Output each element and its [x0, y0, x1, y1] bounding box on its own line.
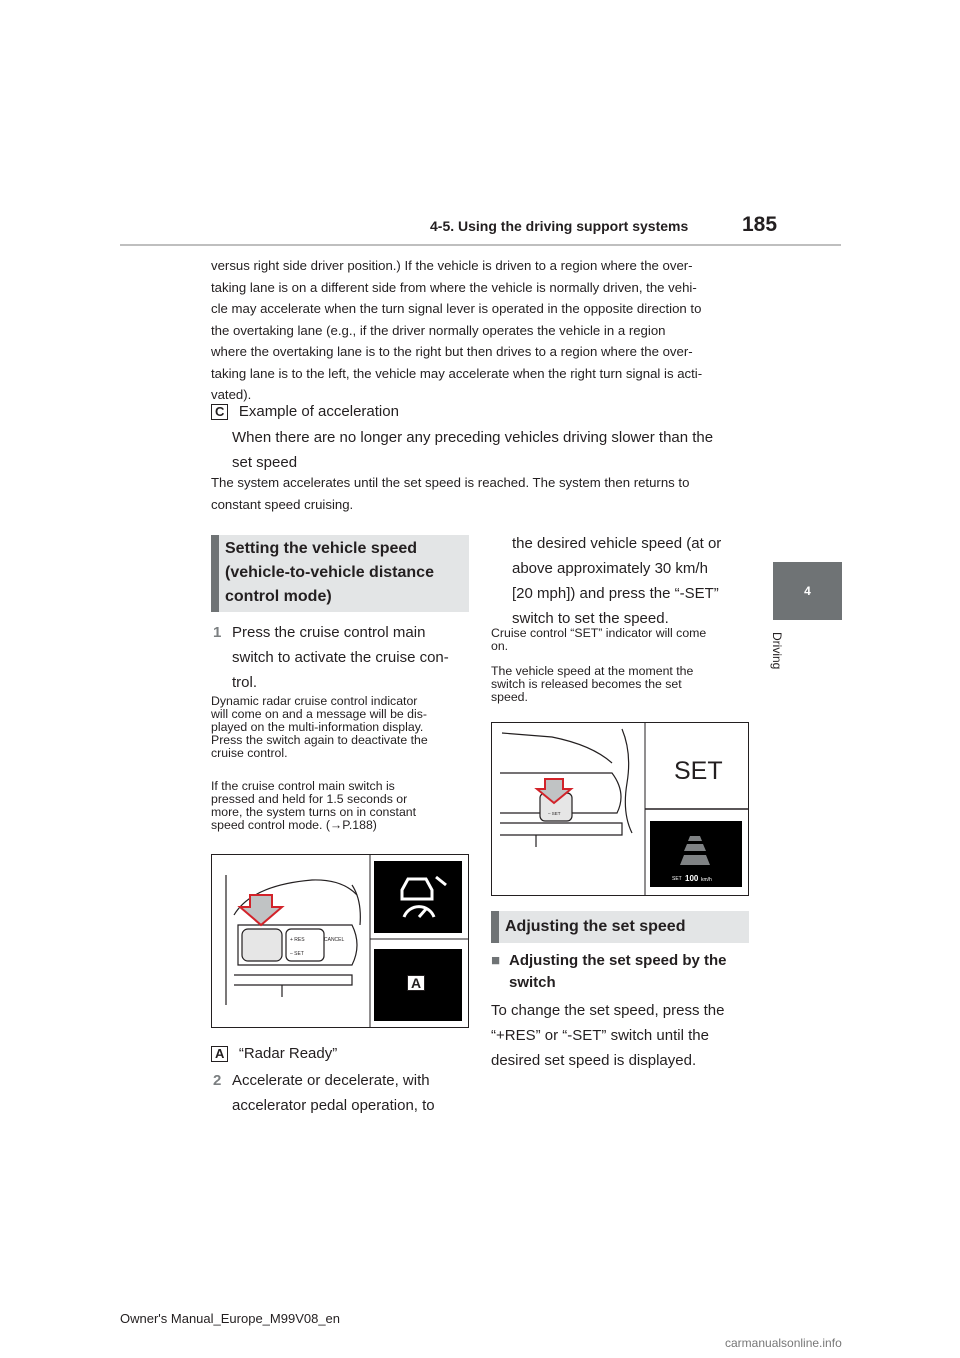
page-number: 185: [742, 213, 778, 236]
fig2-display-unit: km/h: [701, 877, 712, 883]
intro-line: taking lane is to the left, the vehicle may accelerate when the right turn signal is acti-: [211, 365, 703, 381]
step-2-continued: [512, 531, 757, 631]
fig2-display-set: SET: [672, 876, 682, 882]
note-line: speed control mode. (→P.188): [211, 818, 377, 832]
footer-text: Owner's Manual_Europe_M99V08_en: [120, 1311, 341, 1326]
right-note-2: [491, 665, 751, 704]
step-number: 2: [213, 1072, 222, 1089]
intro-line: the overtaking lane (e.g., if the driver normally operates the vehicle in a region: [211, 322, 666, 338]
example-c-note: [211, 472, 751, 515]
intro-line: taking lane is on a different side from where the vehicle is normally driven, the vehi-: [211, 279, 697, 295]
intro-paragraph: [211, 255, 751, 406]
note-line: The vehicle speed at the moment the: [491, 664, 694, 678]
fig1-res-label: + RES: [290, 937, 305, 943]
note-line: speed.: [491, 690, 528, 704]
intro-line: vated).: [211, 387, 252, 402]
chapter-tab-label: Driving: [770, 632, 784, 670]
step-number: 1: [213, 624, 222, 641]
header-rule: [120, 244, 841, 246]
step-line: accelerator pedal operation, to: [232, 1097, 435, 1114]
section-heading-setting: [211, 535, 469, 612]
step-2: [211, 1068, 469, 1118]
step-line: switch to set the speed.: [512, 610, 669, 627]
steering-set-illustration: [492, 723, 748, 895]
fig2-set-switch-label: – SET: [548, 811, 561, 816]
step-line: [20 mph]) and press the “-SET”: [512, 585, 719, 602]
caption-text: “Radar Ready”: [238, 1045, 338, 1062]
step-line: switch to activate the cruise con-: [232, 649, 449, 666]
example-c-note-line: constant speed cruising.: [211, 496, 354, 512]
caption-badge: A: [211, 1046, 228, 1062]
example-c-condition: [232, 425, 752, 475]
sub-heading-line: switch: [509, 974, 556, 991]
example-c-title-row: [211, 399, 399, 424]
step-line: Accelerate or decelerate, with: [232, 1072, 430, 1089]
note-line: switch is released becomes the set: [491, 677, 682, 691]
intro-line: where the overtaking lane is to the right but then drives to a region where the over-: [211, 344, 693, 359]
body-line: To change the set speed, press the: [491, 1002, 725, 1019]
step-line: the desired vehicle speed (at or: [512, 535, 722, 552]
chapter-tab: 4: [773, 562, 842, 620]
note-line: Press the switch again to deactivate the: [211, 733, 428, 747]
watermark: carmanualsonline.info: [725, 1336, 842, 1350]
sub-heading-line: Adjusting the set speed by the: [509, 952, 727, 969]
step-line: Press the cruise control main: [232, 624, 426, 641]
caption-row: [211, 1041, 337, 1066]
intro-line: versus right side driver position.) If the vehicle is driven to a region where the over-: [211, 258, 693, 273]
example-c-line: When there are no longer any preceding vehicles driving slower than the: [232, 429, 714, 446]
note-line: pressed and held for 1.5 seconds or: [211, 792, 408, 806]
note-line: played on the multi-information display.: [211, 720, 424, 734]
note-line: will come on and a message will be dis-: [211, 707, 427, 721]
example-c-badge: C: [211, 404, 228, 420]
fig2-set-text: SET: [674, 757, 723, 785]
section-heading-adjusting: Adjusting the set speed: [491, 911, 749, 943]
intro-line: cle may accelerate when the turn signal lever is operated in the opposite direction to: [211, 301, 702, 316]
note-line: Cruise control “SET” indicator will come: [491, 626, 707, 640]
square-bullet-icon: ■: [491, 952, 501, 969]
adjust-body: [491, 998, 753, 1073]
heading-line: Setting the vehicle speed: [225, 540, 418, 557]
note-line: If the cruise control main switch is: [211, 779, 395, 793]
body-line: desired set speed is displayed.: [491, 1052, 697, 1069]
step-line: above approximately 30 km/h: [512, 560, 708, 577]
example-c-note-line: The system accelerates until the set speed is reached. The system then returns to: [211, 475, 690, 490]
sub-heading-switch: [491, 950, 753, 994]
figure-radar-ready: [211, 854, 469, 1028]
heading-line: (vehicle-to-vehicle distance: [225, 564, 434, 581]
heading-line: control mode): [225, 588, 332, 605]
example-c-title: Example of acceleration: [238, 403, 399, 420]
note-line: Dynamic radar cruise control indicator: [211, 694, 418, 708]
fig2-display-speed: 100: [685, 874, 699, 883]
example-c-line: set speed: [232, 454, 298, 471]
figure-set-speed: [491, 722, 749, 896]
step-1: [211, 620, 469, 695]
note-line: on.: [491, 639, 509, 653]
section-header-title: 4-5. Using the driving support systems: [430, 218, 689, 234]
right-note-1: [491, 627, 751, 653]
steering-switch-illustration: [212, 855, 468, 1027]
note-line: more, the system turns on in constant: [211, 805, 417, 819]
note-line: cruise control.: [211, 746, 288, 760]
down-arrow-icon: [240, 895, 282, 925]
step-1-note-2: [211, 780, 469, 832]
fig1-cancel-label: CANCEL: [324, 937, 345, 943]
step-1-note-1: [211, 695, 469, 760]
fig1-set-label: – SET: [290, 951, 304, 957]
fig1-a-badge: A: [407, 975, 425, 991]
step-line: trol.: [232, 674, 258, 691]
body-line: “+RES” or “-SET” switch until the: [491, 1027, 709, 1044]
